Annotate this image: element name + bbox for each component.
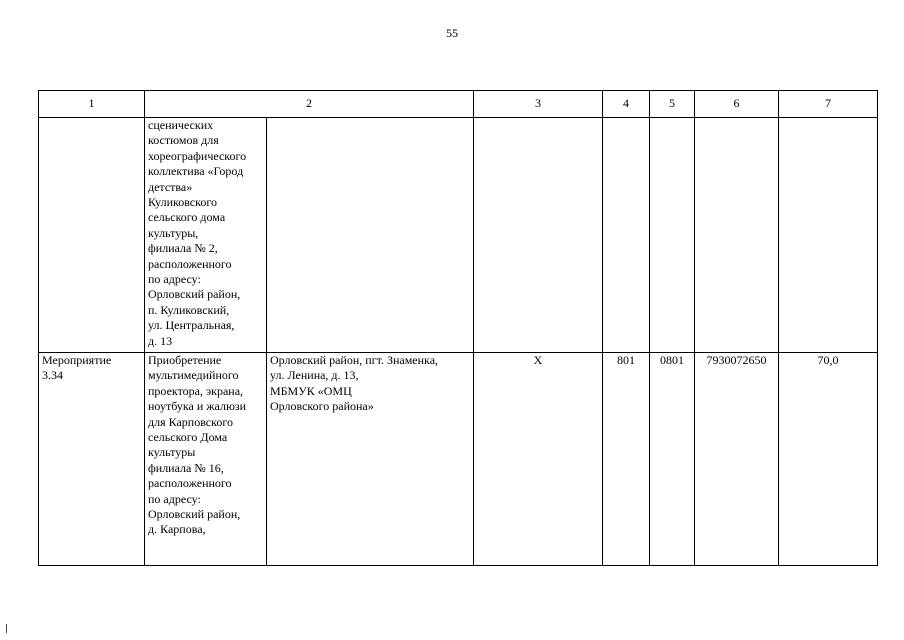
- scan-edge-mark: [6, 624, 7, 633]
- col3-cell: [474, 118, 603, 353]
- event-cell: [39, 118, 145, 353]
- col4-cell: 801: [603, 353, 650, 566]
- header-col-4: 4: [603, 91, 650, 118]
- header-col-6: 6: [695, 91, 779, 118]
- description-cell: Приобретение мультимедийного проектора, экрана, ноутбука и жалюзи для Карповского сельского Дома культуры филиала № 16, расположенного по адресу: Орловский район, д. Карпова,: [145, 353, 267, 566]
- header-col-1: 1: [39, 91, 145, 118]
- header-col-7: 7: [779, 91, 878, 118]
- col5-cell: [650, 118, 695, 353]
- header-col-5: 5: [650, 91, 695, 118]
- col3-cell: Х: [474, 353, 603, 566]
- address-cell: Орловский район, пгт. Знаменка, ул. Ленина, д. 13, МБМУК «ОМЦ Орловского района»: [267, 353, 474, 566]
- description-cell: сценических костюмов для хореографического коллектива «Город детства» Куликовского сельского дома культуры, филиала № 2, расположенного по адресу: Орловский район, п. Куликовский, ул. Центральная, д. 13: [145, 118, 267, 353]
- col6-cell: [695, 118, 779, 353]
- col7-cell: 70,0: [779, 353, 878, 566]
- table-row: [39, 118, 878, 353]
- table-row: [39, 353, 878, 566]
- page-number: 55: [446, 26, 458, 40]
- col4-cell: [603, 118, 650, 353]
- budget-table: [38, 90, 878, 566]
- col7-cell: [779, 118, 878, 353]
- table-header-row: [39, 91, 878, 118]
- address-cell: [267, 118, 474, 353]
- event-cell: Мероприятие 3.34: [39, 353, 145, 566]
- col5-cell: 0801: [650, 353, 695, 566]
- col6-cell: 7930072650: [695, 353, 779, 566]
- header-col-3: 3: [474, 91, 603, 118]
- header-col-2: 2: [145, 91, 474, 118]
